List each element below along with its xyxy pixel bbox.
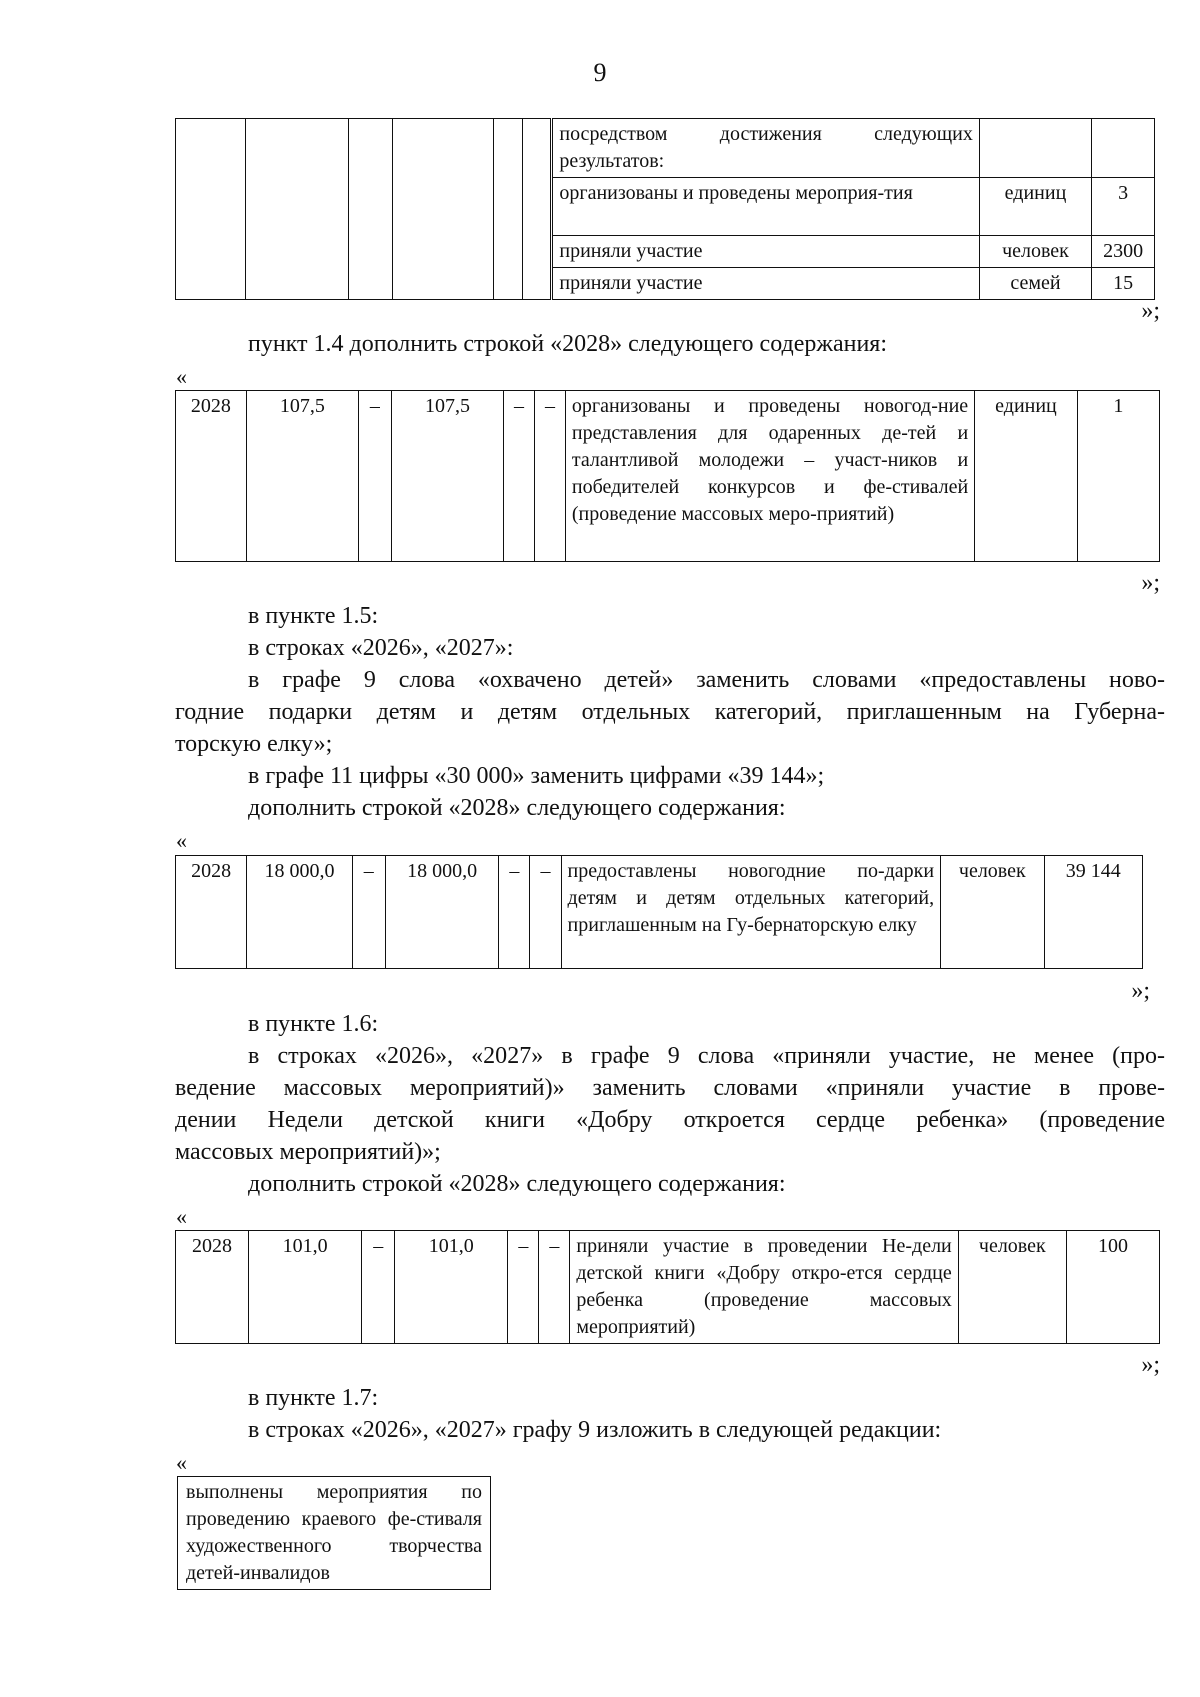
paragraph: массовых мероприятий)»; — [175, 1139, 441, 1165]
table-graph-9 — [177, 1476, 491, 1590]
table-cell: семей — [979, 268, 1091, 300]
table-row-2028-a — [175, 390, 1160, 562]
dash-cell: – — [359, 391, 392, 562]
table-cell: посредством достижения следующих результатов: — [552, 119, 979, 178]
table-cell: приняли участие — [552, 236, 979, 268]
paragraph: в пункте 1.7: — [248, 1385, 379, 1411]
paragraph: дополнить строкой «2028» следующего содержания: — [248, 795, 786, 821]
open-quote: « — [176, 828, 187, 853]
unit-cell: человек — [941, 856, 1044, 969]
dash-cell: – — [499, 856, 530, 969]
paragraph: в пункте 1.6: — [248, 1011, 379, 1037]
amount-cell: 101,0 — [395, 1231, 508, 1344]
amount-cell: 18 000,0 — [385, 856, 498, 969]
open-quote: « — [176, 364, 187, 389]
paragraph: в строках «2026», «2027» в графе 9 слова «приняли участие, не менее (про- — [248, 1043, 1165, 1069]
close-quote: »; — [1131, 978, 1150, 1004]
dash-cell: – — [352, 856, 385, 969]
dash-cell: – — [539, 1231, 570, 1344]
table-cell: 15 — [1092, 268, 1155, 300]
dash-cell: – — [504, 391, 535, 562]
close-quote: »; — [1141, 298, 1160, 324]
open-quote: « — [176, 1450, 187, 1475]
table-cell: организованы и проведены мероприя-тия — [552, 178, 979, 236]
close-quote: »; — [1141, 570, 1160, 596]
total-cell: 101,0 — [249, 1231, 362, 1344]
table-row-2028-c — [175, 1230, 1160, 1344]
description-cell: выполнены мероприятия по проведению краевого фе-стиваля художественного творчества детей-инвалидов — [178, 1477, 491, 1590]
page-number: 9 — [593, 58, 607, 87]
total-cell: 18 000,0 — [247, 856, 352, 969]
paragraph: дении Недели детской книги «Добру откроется сердце ребенка» (проведение — [175, 1107, 1165, 1133]
unit-cell: человек — [958, 1231, 1066, 1344]
table-cell: единиц — [979, 178, 1091, 236]
description-cell: предоставлены новогодние по-дарки детям и детям отдельных категорий, приглашенным на Гу-бернаторскую елку — [561, 856, 941, 969]
dash-cell: – — [535, 391, 566, 562]
table-cell: 2300 — [1092, 236, 1155, 268]
table-cell: человек — [979, 236, 1091, 268]
table-cell: 3 — [1092, 178, 1155, 236]
value-cell: 39 144 — [1044, 856, 1142, 969]
dash-cell: – — [362, 1231, 395, 1344]
paragraph: ведение массовых мероприятий)» заменить словами «приняли участие в прове- — [175, 1075, 1165, 1101]
value-cell: 100 — [1066, 1231, 1159, 1344]
amount-cell: 107,5 — [391, 391, 503, 562]
year-cell: 2028 — [176, 391, 247, 562]
dash-cell: – — [530, 856, 561, 969]
year-cell: 2028 — [176, 856, 247, 969]
total-cell: 107,5 — [246, 391, 358, 562]
year-cell: 2028 — [176, 1231, 249, 1344]
description-cell: организованы и проведены новогод-ние представления для одаренных де-тей и талантливой молодежи – участ-ников и победителей конкурсов и фе-стивалей (проведение массовых меро-приятий) — [565, 391, 974, 562]
paragraph: в строках «2026», «2027»: — [248, 635, 514, 661]
paragraph: в пункте 1.5: — [248, 603, 379, 629]
unit-cell: единиц — [975, 391, 1078, 562]
open-quote: « — [176, 1204, 187, 1229]
paragraph: годние подарки детям и детям отдельных категорий, приглашенным на Губерна- — [175, 699, 1165, 725]
dash-cell: – — [508, 1231, 539, 1344]
table-cell: приняли участие — [552, 268, 979, 300]
table-top — [175, 118, 1155, 300]
paragraph: в графе 11 цифры «30 000» заменить цифрами «39 144»; — [248, 763, 825, 789]
paragraph: в строках «2026», «2027» графу 9 изложить в следующей редакции: — [248, 1417, 942, 1443]
paragraph: в графе 9 слова «охвачено детей» заменить словами «предоставлены ново- — [248, 667, 1165, 693]
close-quote: »; — [1141, 1352, 1160, 1378]
description-cell: приняли участие в проведении Не-дели детской книги «Добру откро-ется сердце ребенка (проведение массовых мероприятий) — [570, 1231, 958, 1344]
paragraph: пункт 1.4 дополнить строкой «2028» следующего содержания: — [248, 331, 888, 357]
value-cell: 1 — [1077, 391, 1159, 562]
table-row-2028-b — [175, 855, 1143, 969]
paragraph: дополнить строкой «2028» следующего содержания: — [248, 1171, 786, 1197]
paragraph: торскую елку»; — [175, 731, 333, 757]
